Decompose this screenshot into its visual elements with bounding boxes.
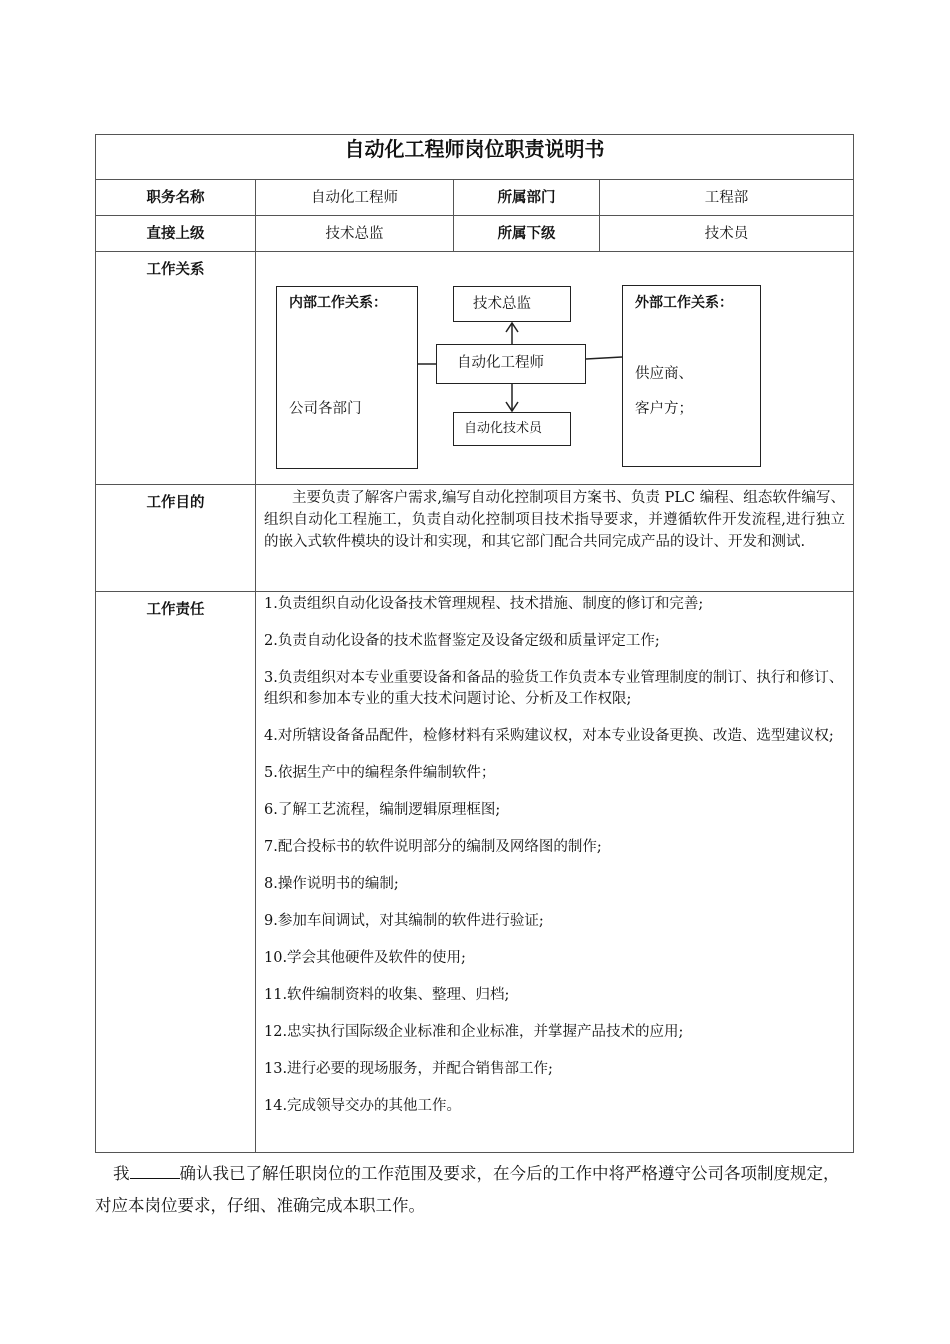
internal-relations-title: 内部工作关系： [289, 295, 387, 311]
relations-diagram-cell [256, 252, 854, 485]
name-blank[interactable] [130, 1162, 180, 1179]
relations-label: 工作关系 [96, 252, 256, 485]
technician-box-label: 自动化技术员 [464, 421, 543, 436]
duty-item: 11.软件编制资料的收集、整理、归档; [264, 987, 510, 1003]
purpose-label: 工作目的 [96, 485, 256, 592]
position-value: 自动化工程师 [256, 180, 454, 216]
duty-item: 2.负责自动化设备的技术监督鉴定及设备定级和质量评定工作; [264, 633, 660, 649]
duty-item: 14.完成领导交办的其他工作。 [264, 1098, 462, 1114]
duty-item: 9.参加车间调试，对其编制的软件进行验证; [264, 913, 544, 929]
duties-list [256, 592, 853, 1117]
duty-item: 6.了解工艺流程，编制逻辑原理框图; [264, 802, 501, 818]
external-relations-line2: 客户方； [635, 401, 693, 417]
external-relations-line1: 供应商、 [635, 366, 693, 382]
duty-item: 12.忠实执行国际级企业标准和企业标准，并掌握产品技术的应用; [264, 1024, 684, 1040]
duties-cell [256, 592, 854, 1153]
duty-item: 5.依据生产中的编程条件编制软件； [264, 765, 496, 781]
duties-label: 工作责任 [96, 592, 256, 1153]
purpose-text: 主要负责了解客户需求,编写自动化控制项目方案书、负责 PLC 编程、组态软件编写、组织自动化工程施工，负责自动化控制项目技术指导要求，并遵循软件开发流程,进行独立的嵌入式软件模块的设计和实现，和其它部门配合共同完成产品的设计、开发和测试. [264, 490, 845, 550]
connector-lines [256, 252, 853, 484]
job-description-table [95, 134, 854, 1153]
confirmation-prefix: 我 [113, 1164, 130, 1183]
department-label: 所属部门 [454, 180, 600, 216]
director-box-label: 技术总监 [473, 296, 531, 312]
duty-item: 7.配合投标书的软件说明部分的编制及网络图的制作; [264, 839, 602, 855]
duty-item: 4.对所辖设备备品配件，检修材料有采购建议权，对本专业设备更换、改造、选型建议权; [264, 728, 834, 744]
duty-item: 8.操作说明书的编制; [264, 876, 399, 892]
duty-item: 1.负责组织自动化设备技术管理规程、技术措施、制度的修订和完善; [264, 596, 704, 612]
purpose-cell [256, 485, 854, 592]
department-value: 工程部 [600, 180, 854, 216]
position-label: 职务名称 [96, 180, 256, 216]
duty-item: 13.进行必要的现场服务，并配合销售部工作; [264, 1061, 553, 1077]
subordinate-value: 技术员 [600, 216, 854, 252]
subordinate-label: 所属下级 [454, 216, 600, 252]
internal-relations-content: 公司各部门 [289, 401, 362, 417]
confirmation-statement [95, 1158, 855, 1222]
superior-label: 直接上级 [96, 216, 256, 252]
duty-item: 10.学会其他硬件及软件的使用; [264, 950, 466, 966]
engineer-box-label: 自动化工程师 [457, 355, 544, 371]
duty-item: 3.负责组织对本专业重要设备和备品的验货工作负责本专业管理制度的制订、执行和修订、组织和参加本专业的重大技术问题讨论、分析及工作权限; [264, 670, 844, 707]
relations-diagram [256, 252, 853, 484]
document-title: 自动化工程师岗位职责说明书 [96, 135, 854, 180]
external-relations-title: 外部工作关系： [635, 295, 733, 311]
confirmation-text: 确认我已了解任职岗位的工作范围及要求，在今后的工作中将严格遵守公司各项制度规定，对应本岗位要求，仔细、准确完成本职工作。 [95, 1164, 840, 1215]
superior-value: 技术总监 [256, 216, 454, 252]
